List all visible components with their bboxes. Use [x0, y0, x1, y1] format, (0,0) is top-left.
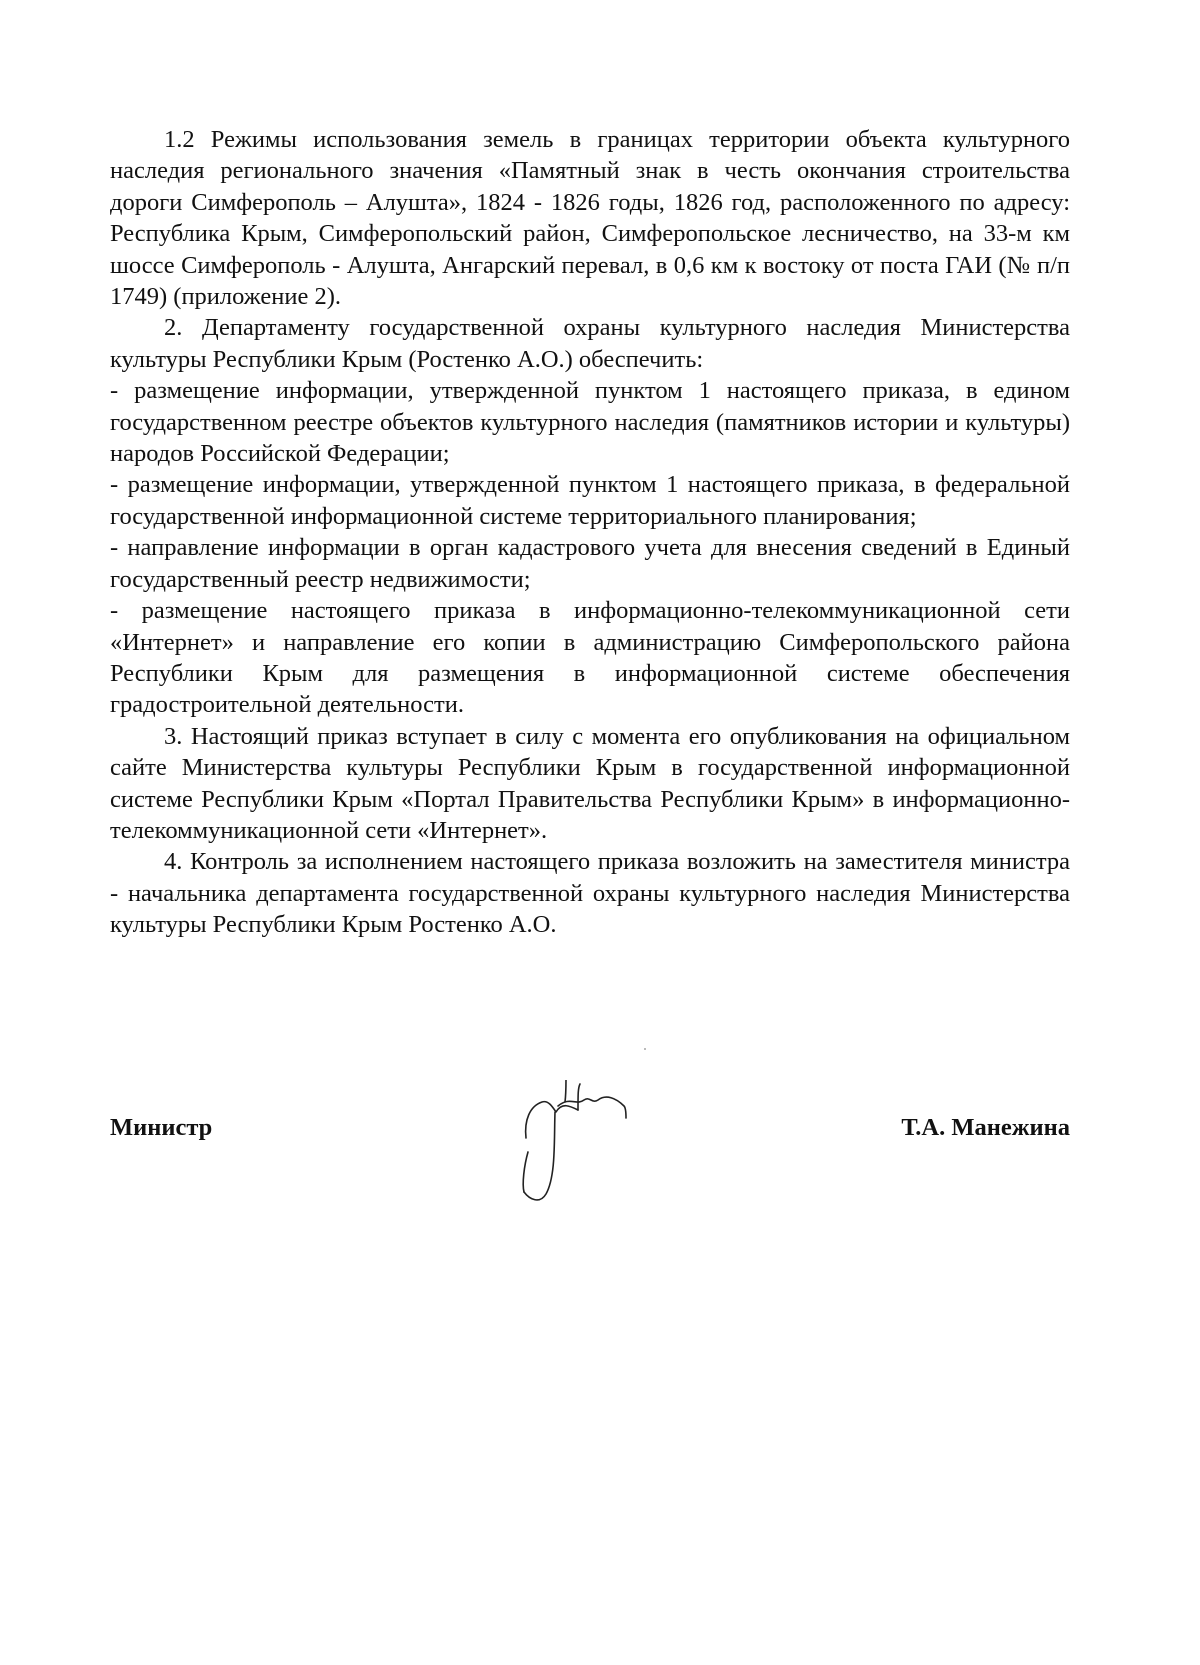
list-item-federal-system-info: - размещение информации, утвержденной пунктом 1 настоящего приказа, в федеральной государственной информационной системе территориального планирования;	[110, 471, 1070, 530]
signatory-name: Т.А. Манежина	[901, 1114, 1070, 1141]
list-item-cadastral-info: - направление информации в орган кадастрового учета для внесения сведений в Единый государственный реестр недвижимости;	[110, 534, 1070, 593]
handwritten-signature	[518, 1080, 668, 1210]
scan-artifact	[644, 1048, 646, 1050]
document-body	[110, 124, 1070, 941]
paragraph-4-control: 4. Контроль за исполнением настоящего приказа возложить на заместителя министра - начальника департамента государственной охраны культурного наследия Министерства культуры Республики Крым Ростенко А.О.	[110, 848, 1070, 939]
paragraph-2-department-order: 2. Департаменту государственной охраны культурного наследия Министерства культуры Республики Крым (Ростенко А.О.) обеспечить:	[110, 314, 1070, 373]
list-item-internet-publication: - размещение настоящего приказа в информационно-телекоммуникационной сети «Интернет» и направление его копии в администрацию Симферопольского района Республики Крым для размещения в информационной системе обеспечения градостроительной деятельности.	[110, 597, 1070, 719]
paragraph-1-2-land-use: 1.2 Режимы использования земель в границах территории объекта культурного наследия регионального значения «Памятный знак в честь окончания строительства дороги Симферополь – Алушта», 1824 - 1826 годы, 1826 год, расположенного по адресу: Республика Крым, Симферопольский район, Симферопольское лесничество, на 33-м км шоссе Симферополь - Алушта, Ангарский перевал, в 0,6 км к востоку от поста ГАИ (№ п/п 1749) (приложение 2).	[110, 126, 1070, 311]
list-item-registry-info: - размещение информации, утвержденной пунктом 1 настоящего приказа, в едином государственном реестре объектов культурного наследия (памятников истории и культуры) народов Российской Федерации;	[110, 377, 1070, 468]
signatory-title: Министр	[110, 1114, 213, 1141]
paragraph-3-effective-date: 3. Настоящий приказ вступает в силу с момента его опубликования на официальном сайте Министерства культуры Республики Крым в государственной информационной системе Республики Крым «Портал Правительства Республики Крым» в информационно-телекоммуникационной сети «Интернет».	[110, 722, 1070, 844]
